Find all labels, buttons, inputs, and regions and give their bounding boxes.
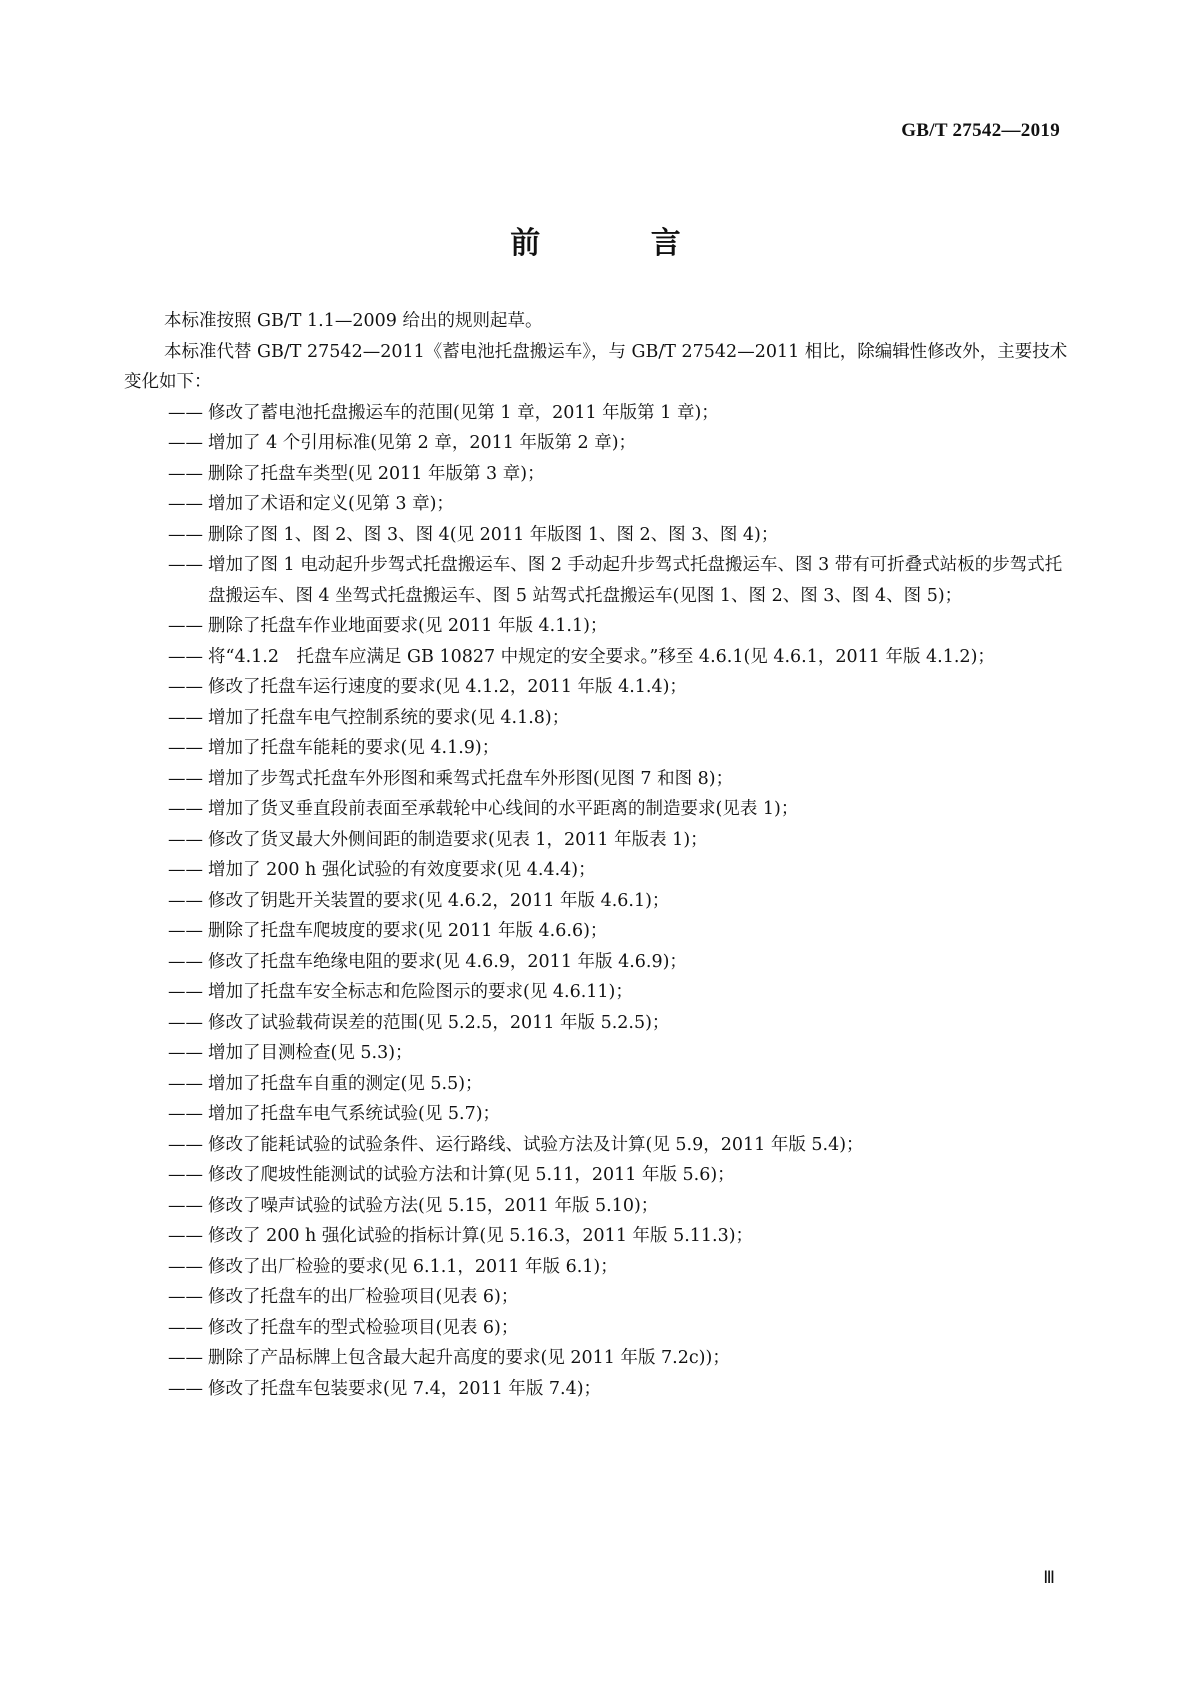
change-text: 增加了托盘车能耗的要求(见 4.1.9)； <box>208 738 500 758</box>
change-text: 修改了托盘车绝缘电阻的要求(见 4.6.9，2011 年版 4.6.9)； <box>208 951 687 972</box>
list-dash: —— <box>168 951 203 972</box>
list-dash: —— <box>168 921 203 941</box>
change-text: 增加了目测检查(见 5.3)； <box>208 1043 413 1063</box>
list-dash: —— <box>168 890 203 911</box>
list-dash: —— <box>168 1165 203 1185</box>
change-item <box>124 1313 1068 1344</box>
change-item <box>124 642 1068 673</box>
change-item <box>124 886 1068 917</box>
change-item <box>124 764 1068 795</box>
change-text: 删除了图 1、图 2、图 3、图 4(见 2011 年版图 1、图 2、图 3、图 4)； <box>208 524 779 545</box>
change-text: 修改了能耗试验的试验条件、运行路线、试验方法及计算(见 5.9，2011 年版 5.4)； <box>208 1134 864 1155</box>
list-dash: —— <box>168 768 203 789</box>
change-item <box>124 1008 1068 1039</box>
list-dash: —— <box>168 1317 203 1338</box>
list-dash: —— <box>168 402 203 423</box>
paragraph-replacement-note: 本标准代替 GB/T 27542—2011《蓄电池托盘搬运车》，与 GB/T 27542—2011 相比，除编辑性修改外，主要技术变化如下： <box>124 341 1068 392</box>
list-dash: —— <box>168 677 203 697</box>
change-item <box>124 703 1068 734</box>
list-dash: —— <box>168 982 203 1002</box>
change-item <box>124 1221 1068 1252</box>
list-dash: —— <box>168 1012 203 1033</box>
change-text: 增加了 4 个引用标准(见第 2 章，2011 年版第 2 章)； <box>208 433 637 453</box>
change-item <box>124 733 1068 764</box>
standard-code: GB/T 27542—2019 <box>901 120 1060 141</box>
change-text: 修改了爬坡性能测试的试验方法和计算(见 5.11，2011 年版 5.6)； <box>208 1165 735 1185</box>
list-dash: —— <box>168 524 203 545</box>
change-item <box>124 672 1068 703</box>
change-text: 修改了托盘车的出厂检验项目(见表 6)； <box>208 1287 519 1307</box>
change-text: 修改了托盘车的型式检验项目(见表 6)； <box>208 1317 519 1338</box>
change-text: 修改了出厂检验的要求(见 6.1.1，2011 年版 6.1)； <box>208 1256 618 1277</box>
list-dash: —— <box>168 616 203 636</box>
change-text: 修改了试验载荷误差的范围(见 5.2.5，2011 年版 5.2.5)； <box>208 1012 670 1033</box>
change-item <box>124 1130 1068 1161</box>
change-text: 修改了 200 h 强化试验的指标计算(见 5.16.3，2011 年版 5.11.3)； <box>208 1226 754 1246</box>
change-text: 增加了托盘车电气控制系统的要求(见 4.1.8)； <box>208 707 570 728</box>
change-text: 删除了产品标牌上包含最大起升高度的要求(见 2011 年版 7.2c))； <box>208 1348 730 1368</box>
change-item <box>124 1282 1068 1313</box>
list-dash: —— <box>168 1287 203 1307</box>
change-text: 增加了步驾式托盘车外形图和乘驾式托盘车外形图(见图 7 和图 8)； <box>208 768 734 789</box>
list-dash: —— <box>168 707 203 728</box>
change-text: 修改了噪声试验的试验方法(见 5.15，2011 年版 5.10)； <box>208 1195 659 1216</box>
change-item <box>124 1160 1068 1191</box>
change-text: 增加了货叉垂直段前表面至承载轮中心线间的水平距离的制造要求(见表 1)； <box>208 799 799 819</box>
change-item <box>124 916 1068 947</box>
technical-changes-list <box>124 398 1068 1405</box>
list-dash: —— <box>168 1226 203 1246</box>
change-text: 增加了托盘车自重的测定(见 5.5)； <box>208 1073 483 1094</box>
change-item <box>124 947 1068 978</box>
list-dash: —— <box>168 1134 203 1155</box>
list-dash: —— <box>168 1378 203 1399</box>
change-text: 删除了托盘车类型(见 2011 年版第 3 章)； <box>208 463 545 484</box>
change-item <box>124 1374 1068 1405</box>
change-item <box>124 611 1068 642</box>
change-item <box>124 459 1068 490</box>
list-dash: —— <box>168 1073 203 1094</box>
change-item <box>124 550 1068 611</box>
list-dash: —— <box>168 1195 203 1216</box>
change-item <box>124 1252 1068 1283</box>
list-dash: —— <box>168 1256 203 1277</box>
change-item <box>124 1343 1068 1374</box>
list-dash: —— <box>168 555 203 575</box>
list-dash: —— <box>168 1104 203 1124</box>
list-dash: —— <box>168 738 203 758</box>
list-dash: —— <box>168 433 203 453</box>
change-item <box>124 428 1068 459</box>
paragraph-drafting-rules: 本标准按照 GB/T 1.1—2009 给出的规则起草。 <box>164 311 543 331</box>
change-text: 增加了托盘车安全标志和危险图示的要求(见 4.6.11)； <box>208 982 633 1002</box>
change-item <box>124 1038 1068 1069</box>
change-item <box>124 520 1068 551</box>
list-dash: —— <box>168 1043 203 1063</box>
change-item <box>124 825 1068 856</box>
list-dash: —— <box>168 799 203 819</box>
change-text: 修改了货叉最大外侧间距的制造要求(见表 1，2011 年版表 1)； <box>208 829 708 850</box>
change-text: 增加了托盘车电气系统试验(见 5.7)； <box>208 1104 501 1124</box>
list-dash: —— <box>168 1348 203 1368</box>
foreword-body <box>124 306 1068 1404</box>
change-text: 删除了托盘车作业地面要求(见 2011 年版 4.1.1)； <box>208 616 608 636</box>
change-item <box>124 398 1068 429</box>
change-item <box>124 794 1068 825</box>
change-text: 修改了托盘车包装要求(见 7.4，2011 年版 7.4)； <box>208 1378 602 1399</box>
change-text: 修改了钥匙开关装置的要求(见 4.6.2，2011 年版 4.6.1)； <box>208 890 670 911</box>
list-dash: —— <box>168 463 203 484</box>
change-text: 删除了托盘车爬坡度的要求(见 2011 年版 4.6.6)； <box>208 921 608 941</box>
change-item <box>124 489 1068 520</box>
list-dash: —— <box>168 646 203 667</box>
change-text: 增加了图 1 电动起升步驾式托盘搬运车、图 2 手动起升步驾式托盘搬运车、图 3 带有可折叠式站板的步驾式托盘搬运车、图 4 坐驾式托盘搬运车、图 5 站驾式托盘搬运车(见图 1、图 2、图 3、图 4、图 5)； <box>208 555 1063 606</box>
change-item <box>124 1099 1068 1130</box>
change-text: 增加了术语和定义(见第 3 章)； <box>208 494 454 514</box>
list-dash: —— <box>168 494 203 514</box>
list-dash: —— <box>168 829 203 850</box>
list-dash: —— <box>168 860 203 880</box>
page-number: Ⅲ <box>1043 1568 1055 1587</box>
change-text: 将“4.1.2 托盘车应满足 GB 10827 中规定的安全要求。”移至 4.6.1(见 4.6.1，2011 年版 4.1.2)； <box>208 646 995 667</box>
change-item <box>124 977 1068 1008</box>
page-title: 前 言 <box>510 226 731 261</box>
change-item <box>124 1191 1068 1222</box>
change-item <box>124 855 1068 886</box>
change-text: 修改了托盘车运行速度的要求(见 4.1.2，2011 年版 4.1.4)； <box>208 677 687 697</box>
change-item <box>124 1069 1068 1100</box>
change-text: 修改了蓄电池托盘搬运车的范围(见第 1 章，2011 年版第 1 章)； <box>208 402 719 423</box>
change-text: 增加了 200 h 强化试验的有效度要求(见 4.4.4)； <box>208 860 596 880</box>
